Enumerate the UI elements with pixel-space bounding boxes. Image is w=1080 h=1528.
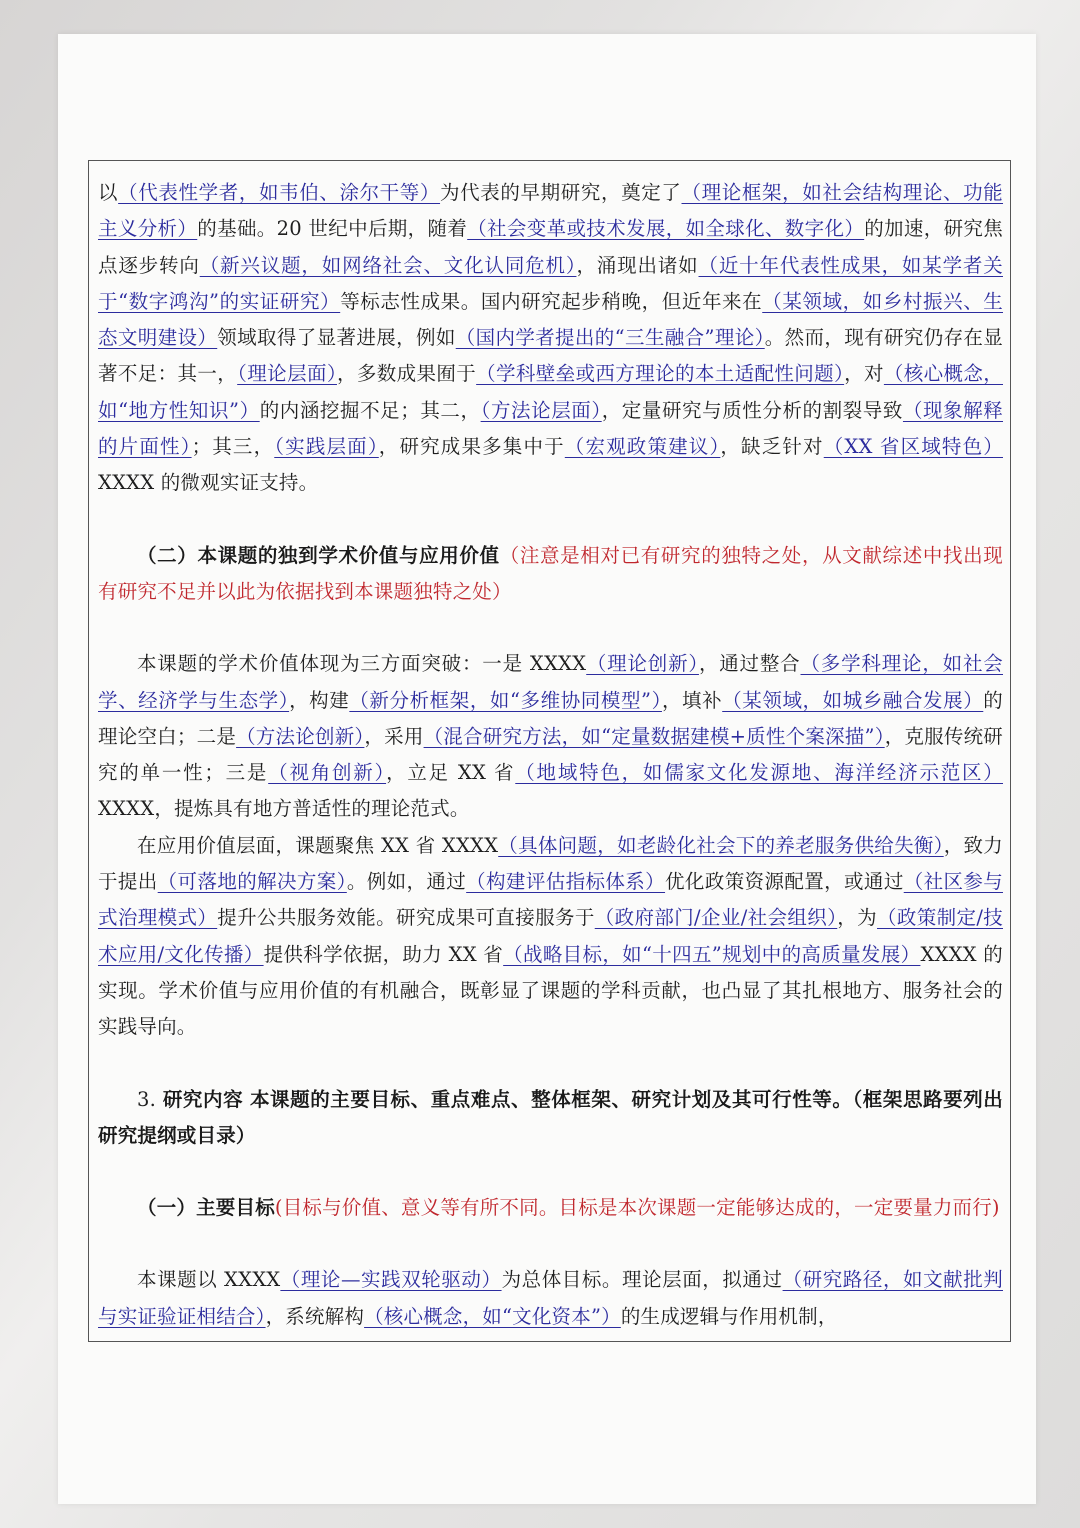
fill-in-placeholder: （现象解释的片面性） [98, 398, 1003, 459]
fill-in-placeholder: （政策制定/技术应用/文化传播） [98, 906, 1003, 966]
text: 本课题以 XXXX [137, 1268, 281, 1292]
fill-in-placeholder: （构建评估指标体系） [466, 870, 666, 894]
text: 的理论空白；二是 [98, 688, 1003, 748]
text: ，致力于提出 [98, 833, 1003, 894]
text: XXXX，提炼具有地方普适性的理论范式。 [98, 797, 470, 821]
section-title: 研究内容 [162, 1087, 244, 1111]
text: 的内涵挖掘不足；其二， [259, 398, 481, 422]
text: XXXX 的微观实证支持。 [98, 471, 319, 495]
text: XXXX 的实现。学术价值与应用价值的有机融合，既彰显了课题的学科贡献，也凸显了其扎根地方、服务社会的实践导向。 [98, 942, 1003, 1039]
text: 。然而，现有研究仍存在显著不足：其一， [98, 326, 1004, 386]
section-description: 本课题的主要目标、重点难点、整体框架、研究计划及其可行性等。（框架思路要列出研究提纲或目录） [98, 1087, 1004, 1147]
section-number: 3. [137, 1087, 157, 1111]
text: ，填补 [661, 688, 723, 712]
document-table-cell [88, 160, 1011, 1342]
text: ，为 [837, 906, 878, 930]
fill-in-placeholder: （方法论创新） [236, 724, 365, 748]
section-title: （一）主要目标 [137, 1196, 275, 1220]
text: ，系统解构 [265, 1304, 365, 1328]
fill-in-placeholder: （方法论层面） [480, 398, 602, 422]
fill-in-placeholder: （混合研究方法，如“定量数据建模+质性个案深描”） [423, 724, 885, 748]
text: 优化政策资源配置，或通过 [665, 870, 904, 894]
text: ；其三， [191, 435, 275, 459]
fill-in-placeholder: （代表性学者，如韦伯、涂尔干等） [118, 181, 441, 204]
fill-in-placeholder: （新兴议题，如网络社会、文化认同危机） [199, 253, 577, 277]
fill-in-placeholder: （可落地的解决方案） [157, 870, 347, 894]
fill-in-placeholder: （XX 省区域特色） [823, 435, 1003, 459]
fill-in-placeholder: （研究路径，如文献批判与实证验证相结合） [98, 1268, 1003, 1328]
section-heading-research-content [98, 1082, 1003, 1155]
fill-in-placeholder: （新分析框架，如“多维协同模型”） [349, 688, 662, 712]
fill-in-placeholder: （多学科理论，如社会学、经济学与生态学） [98, 652, 1003, 712]
fill-in-placeholder: （理论—实践双轮驱动） [280, 1268, 502, 1292]
fill-in-placeholder: （核心概念，如“地方性知识”） [98, 362, 1003, 422]
text: ，立足 XX 省 [386, 761, 516, 785]
fill-in-placeholder: （具体问题，如老龄化社会下的养老服务供给失衡） [498, 833, 944, 857]
text: ，采用 [364, 724, 424, 748]
fill-in-placeholder: （地域特色，如儒家文化发源地、海洋经济示范区） [515, 761, 1003, 785]
document-body [98, 175, 1003, 1335]
text: ，构建 [289, 688, 350, 712]
fill-in-placeholder: （宏观政策建议） [564, 435, 721, 459]
fill-in-placeholder: （社区参与式治理模式） [98, 870, 1003, 930]
fill-in-placeholder: （某领域，如乡村振兴、生态文明建设） [98, 289, 1003, 350]
fill-in-placeholder: （社会变革或技术发展，如全球化、数字化） [467, 217, 865, 241]
text: 以 [98, 181, 119, 204]
literature-review-paragraph [98, 175, 1003, 502]
text: ，对 [844, 362, 884, 386]
fill-in-placeholder: （某领域，如城乡融合发展） [722, 688, 984, 712]
text: ，通过整合 [698, 652, 801, 676]
application-value-paragraph [98, 828, 1003, 1046]
section-heading-value [98, 538, 1003, 611]
text: 的加速，研究焦点逐步转向 [98, 217, 1003, 277]
fill-in-placeholder: （理论框架，如社会结构理论、功能主义分析） [98, 181, 1004, 241]
instruction-note: （注意是相对已有研究的独特之处，从文献综述中找出现有研究不足并以此为依据找到本课题独特之处） [98, 543, 1003, 603]
fill-in-placeholder: （理论创新） [586, 652, 699, 676]
text: 。例如，通过 [346, 870, 467, 894]
fill-in-placeholder: （学科壁垒或西方理论的本土适配性问题） [476, 362, 845, 386]
fill-in-placeholder: （近十年代表性成果，如某学者关于“数字鸿沟”的实证研究） [98, 253, 1003, 313]
text: 为代表的早期研究，奠定了 [440, 181, 682, 204]
text: ，缺乏针对 [720, 435, 824, 459]
text: 在应用价值层面，课题聚焦 XX 省 XXXX [137, 833, 499, 857]
text: 提升公共服务效能。研究成果可直接服务于 [217, 906, 595, 930]
text: 本课题的学术价值体现为三方面突破：一是 XXXX [137, 652, 587, 676]
instruction-note: (目标与价值、意义等有所不同。目标是本次课题一定能够达成的，一定要量力而行) [274, 1196, 1000, 1220]
section-title: （二）本课题的独到学术价值与应用价值 [137, 543, 500, 567]
fill-in-placeholder: （视角创新） [268, 761, 387, 785]
text: ，研究成果多集中于 [378, 435, 565, 459]
text: 的基础。20 世纪中后期，随着 [197, 217, 468, 241]
text: 提供科学依据，助力 XX 省 [263, 942, 504, 966]
academic-value-paragraph [98, 646, 1003, 827]
text: ，定量研究与质性分析的割裂导致 [601, 398, 903, 422]
section-heading-objectives [98, 1190, 1003, 1226]
text: 的生成逻辑与作用机制， [620, 1304, 838, 1328]
text: ，多数成果囿于 [336, 362, 477, 386]
text: ，涌现出诸如 [576, 253, 699, 277]
text: 为总体目标。理论层面，拟通过 [501, 1268, 783, 1292]
fill-in-placeholder: （实践层面） [274, 435, 379, 459]
text: 等标志性成果。国内研究起步稍晚，但近年来在 [340, 289, 763, 313]
fill-in-placeholder: （政府部门/企业/社会组织） [594, 906, 838, 930]
fill-in-placeholder: （理论层面） [237, 362, 337, 386]
fill-in-placeholder: （国内学者提出的“三生融合”理论） [455, 326, 765, 350]
objectives-paragraph [98, 1262, 1003, 1335]
text: 领域取得了显著进展，例如 [217, 326, 456, 350]
fill-in-placeholder: （核心概念，如“文化资本”） [364, 1304, 621, 1328]
text: ，克服传统研究的单一性；三是 [98, 724, 1004, 785]
fill-in-placeholder: （战略目标，如“十四五”规划中的高质量发展） [503, 942, 921, 966]
